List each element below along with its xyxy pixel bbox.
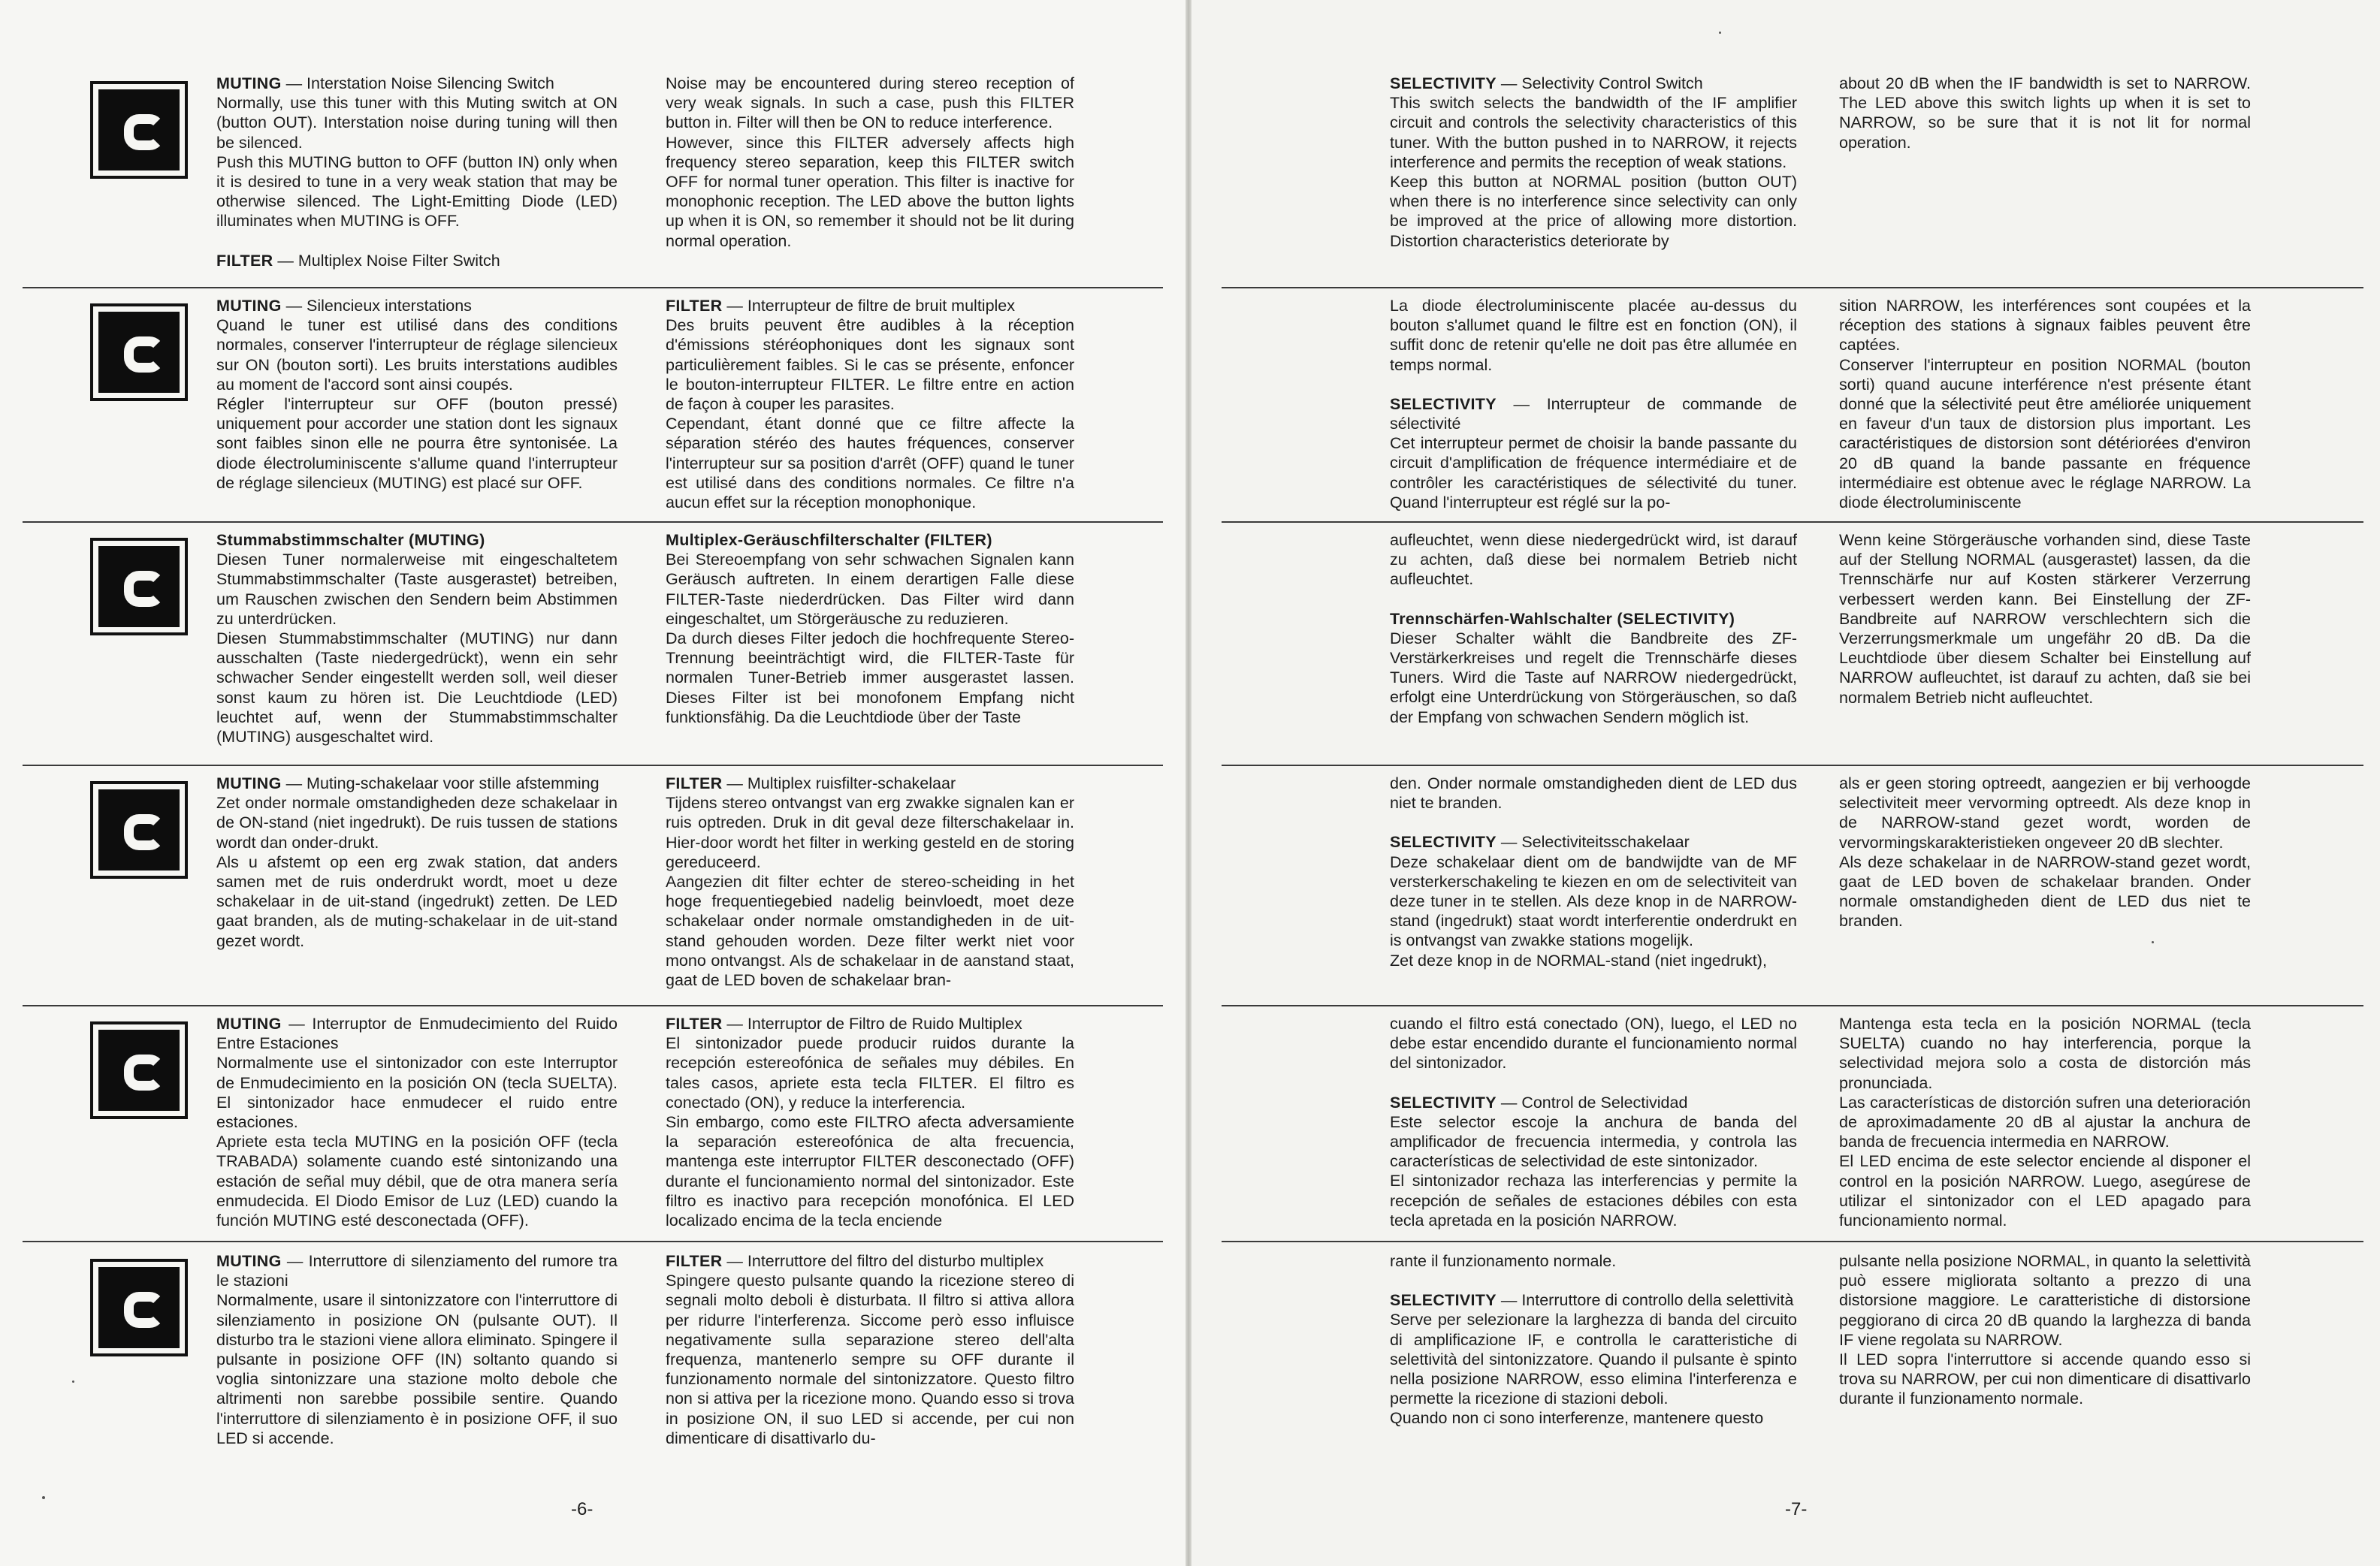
section-heading	[666, 774, 1074, 793]
heading-subtitle: — Interruttore di controllo della selettività	[1496, 1291, 1794, 1310]
body-paragraph: La diode électroluminiscente placée au-dessus du bouton s'allumet quand le filtre est en fonction (ON), il suffit donc de retenir qu'elle ne doit pas être allumée en temps normal.	[1390, 297, 1797, 374]
text-column	[1390, 774, 1797, 1000]
text-column	[1390, 530, 1797, 760]
body-paragraph: Normally, use this tuner with this Muting switch at ON (button OUT). Interstation noise during tuning will then be silenced.	[216, 94, 618, 152]
body-paragraph: El sintonizador rechaza las interferencias y permite la recepción de señales de estaciones débiles con esta tecla apretada en la posición NARROW.	[1390, 1172, 1797, 1230]
body-paragraph: Push this MUTING button to OFF (button IN) only when it is desired to tune in a very weak station that may be otherwise silenced. The Light-Emitting Diode (LED) illuminates when MUTING is OFF.	[216, 152, 618, 231]
section-divider	[1222, 765, 2363, 766]
body-paragraph: Las características de distorción sufren una deterioración de aproximadamente 20 dB al ajustar la anchura de banda de frecuencia intermedia en NARROW.	[1839, 1093, 2251, 1151]
section-divider	[23, 765, 1163, 766]
heading-title: FILTER	[666, 1252, 723, 1270]
heading-title: Multiplex-Geräuschfilterschalter (FILTER)	[666, 531, 992, 549]
heading-subtitle: — Muting-schakelaar voor stille afstemming	[281, 774, 600, 792]
print-speck	[1719, 32, 1721, 34]
c-letter-icon	[90, 538, 188, 635]
c-letter-icon	[90, 303, 188, 401]
body-paragraph: Diesen Tuner normalerweise mit eingeschaltetem Stummabstimmschalter (Taste ausgerastet) betreiben, um Rauschen zwischen den Sendern beim Abstimmen zu unterdrücken.	[216, 551, 618, 628]
heading-title: SELECTIVITY	[1390, 1093, 1497, 1112]
page-number: -6-	[571, 1499, 593, 1519]
body-paragraph: Serve per selezionare la larghezza di banda del circuito di amplificazione IF, e controlla le caratteristiche di selettività del sintonizzatore. Quando il pulsante è spinto nella posizione NARROW, esso elimina l'interferenza e permette la ricezione di stazioni deboli.	[1390, 1311, 1797, 1408]
heading-subtitle: — Interruttore del filtro del disturbo multiplex	[722, 1252, 1044, 1270]
text-column	[666, 1014, 1074, 1236]
heading-subtitle: — Control de Selectividad	[1496, 1093, 1688, 1112]
body-paragraph: However, since this FILTER adversely affects high frequency stereo separation, keep this FILTER switch OFF for normal tuner operation. This filter is inactive for monophonic reception. The LED above the button lights up when it is ON, so remember it should not be lit during normal operation.	[666, 133, 1074, 250]
paragraph-gap	[216, 231, 618, 251]
heading-subtitle: — Multiplex ruisfilter-schakelaar	[722, 774, 956, 792]
body-paragraph: Wenn keine Störgeräusche vorhanden sind, diese Taste auf der Stellung NORMAL (ausgerastet) lassen, da die Trennschärfe nur auf Kosten stärkerer Verzerrung verbessert werden kann. Bei Einstellung der ZF-Bandbreite auf NARROW verschlechtern sich die Verzerrungsmerkmale um ungefähr 20 dB. Da die Leuchtdiode über diesem Schalter bei Einstellung auf NARROW aufleuchtet, ist darauf zu achten, daß sie bei normalem Betrieb nicht aufleuchtet.	[1839, 531, 2251, 707]
text-column	[216, 74, 618, 282]
section-heading	[1390, 832, 1797, 852]
c-icon-glyph	[124, 114, 165, 150]
section-heading	[666, 1251, 1074, 1271]
heading-subtitle: — Selectiviteitsschakelaar	[1496, 833, 1690, 852]
section-divider	[23, 287, 1163, 288]
heading-title: SELECTIVITY	[1390, 1291, 1497, 1310]
heading-title: FILTER	[666, 1015, 723, 1033]
body-paragraph: El LED encima de este selector enciende al disponer el control en la posición NARROW. Luego, asegúrese de utilizar el sintonizador con el LED apagado para funcionamiento normal.	[1839, 1152, 2251, 1230]
print-speck	[2152, 941, 2154, 943]
paragraph-gap	[1390, 375, 1797, 394]
body-paragraph: rante il funzionamento normale.	[1390, 1252, 1617, 1270]
body-paragraph: Als deze schakelaar in de NARROW-stand gezet wordt, gaat de LED boven de schakelaar branden. Onder normale omstandigheden dient de LED dus niet te branden.	[1839, 852, 2251, 931]
c-icon-fill	[98, 89, 180, 170]
section-heading	[666, 296, 1074, 315]
section-divider	[1222, 1005, 2363, 1006]
body-paragraph: Bei Stereoempfang von sehr schwachen Signalen kann Geräusch auftreten. In einem derartigen Falle diese FILTER-Taste niederdrücken. Das Filter wird dann eingeschaltet, um Störgeräusche zu reduzieren.	[666, 551, 1074, 628]
body-paragraph: Zet onder normale omstandigheden deze schakelaar in de ON-stand (niet ingedrukt). De ruis tussen de stations wordt dan onder-drukt.	[216, 794, 618, 852]
section-divider	[1222, 1241, 2363, 1242]
body-paragraph: cuando el filtro está conectado (ON), luego, el LED no debe estar encendido durante el funcionamiento normal del sintonizador.	[1390, 1015, 1797, 1073]
body-paragraph: den. Onder normale omstandigheden dient de LED dus niet te branden.	[1390, 774, 1797, 813]
body-paragraph: Normalmente use el sintonizador con este Interruptor de Enmudecimiento en la posición ON (tecla SUELTA). El sintonizador hace enmudecer el ruido entre estaciones.	[216, 1054, 618, 1132]
section-heading	[1390, 1290, 1797, 1310]
body-paragraph: Cependant, étant donné que ce filtre affecte la séparation stéréo des hautes fréquences, conserver l'interrupteur sur sa position d'arrêt (OFF) quand le tuner est utilisé dans des conditions normales. Ce filtre n'a aucun effet sur la réception monophonique.	[666, 415, 1074, 512]
body-paragraph: El sintonizador puede producir ruidos durante la recepción estereofónica de señales muy débiles. En tales casos, apriete esta tecla FILTER. El filtro es conectado (ON), y reduce la interferencia.	[666, 1034, 1074, 1112]
print-speck	[42, 1496, 45, 1499]
heading-title: MUTING	[216, 297, 282, 315]
paragraph-gap	[1390, 590, 1797, 609]
body-paragraph: Des bruits peuvent être audibles à la réception d'émissions stéréophoniques dont les signaux sont particulièrement faibles. Si le cas se présente, enfoncer le bouton-interrupteur FILTER. Le filtre entre en action de façon à couper les parasites.	[666, 316, 1074, 414]
paragraph-gap	[1390, 1073, 1797, 1093]
body-paragraph: Als u afstemt op een erg zwak station, dat anders samen met de ruis onderdrukt wordt, moet u deze schakelaar in de uit-stand (ingedrukt) zetten. De LED gaat branden, als de muting-schakelaar in de uit-stand gezet wordt.	[216, 852, 618, 950]
text-column	[1390, 1251, 1797, 1483]
page-number: -7-	[1785, 1499, 1808, 1519]
body-paragraph: Da durch dieses Filter jedoch die hochfrequente Stereo-Trennung beeinträchtigt wird, die FILTER-Taste für normalen Tuner-Betrieb immer ausgerastet lassen. Dieses Filter ist bei monofonem Empfang nicht funktionsfähig. Da die Leuchtdiode über der Taste	[666, 629, 1074, 726]
section-divider	[23, 1005, 1163, 1006]
heading-title: Stummabstimmschalter (MUTING)	[216, 531, 485, 549]
heading-subtitle: — Interstation Noise Silencing Switch	[281, 74, 554, 92]
body-paragraph: Apriete esta tecla MUTING en la posición OFF (tecla TRABADA) solamente cuando esté sintonizando una estación de señal muy débil, que de otra manera sería enmudecida. El Diodo Emisor de Luz (LED) cuando la función MUTING esté desconectada (OFF).	[216, 1133, 618, 1230]
c-icon-glyph	[124, 814, 165, 850]
heading-subtitle: — Interrupteur de commande de sélectivité	[1390, 394, 1797, 433]
section-heading	[216, 74, 618, 93]
book-gutter	[1185, 0, 1192, 1566]
text-column	[1839, 296, 2251, 517]
text-column	[1839, 1014, 2251, 1236]
section-heading	[216, 296, 618, 315]
heading-subtitle: — Interruptor de Filtro de Ruido Multiplex	[722, 1015, 1022, 1033]
heading-title: MUTING	[216, 1015, 282, 1033]
heading-subtitle: — Interrupteur de filtre de bruit multiplex	[722, 297, 1016, 315]
c-icon-fill	[98, 1030, 180, 1111]
heading-subtitle: — Interruttore di silenziamento del rumore tra le stazioni	[216, 1252, 618, 1290]
heading-subtitle: — Multiplex Noise Filter Switch	[273, 251, 500, 270]
c-letter-icon	[90, 1021, 188, 1119]
text-column	[666, 74, 1074, 282]
text-column	[666, 530, 1074, 760]
text-column	[666, 1251, 1074, 1483]
text-column	[216, 774, 618, 1000]
section-heading	[216, 1014, 618, 1053]
body-paragraph: Cet interrupteur permet de choisir la bande passante du circuit d'amplification de fréquence intermédiaire et de contrôler les caractéristiques de sélectivité du tuner. Quand l'interrupteur est réglé sur la po-	[1390, 434, 1797, 511]
body-paragraph: Normalmente, usare il sintonizzatore con l'interruttore di silenziamento in posizione ON (pulsante OUT). Il disturbo tra le stazioni viene allora eliminato. Spingere il pulsante in posizione OFF (IN) soltanto quando si voglia sintonizzare una stazione molto debole che altrimenti non sarebbe possibile sentire. Quando l'interruttore di silenziamento è in posizione OFF, il suo LED si accende.	[216, 1291, 618, 1447]
text-column	[216, 530, 618, 760]
manual-page-6	[0, 0, 1185, 1566]
text-column	[216, 296, 618, 517]
section-divider	[23, 521, 1163, 523]
section-heading	[666, 1014, 1074, 1033]
body-paragraph: Keep this button at NORMAL position (button OUT) when there is no interference since selectivity can only be improved at the price of allowing more distortion. Distortion characteristics deteriorate by	[1390, 173, 1797, 250]
body-paragraph: Tijdens stereo ontvangst van erg zwakke signalen kan er ruis optreden. Druk in dit geval deze filterschakelaar in. Hier-door wordt het filter in werking gesteld en de storing gereduceerd.	[666, 794, 1074, 871]
heading-title: MUTING	[216, 74, 282, 92]
section-heading	[1390, 1093, 1797, 1112]
body-paragraph: als er geen storing optreedt, aangezien er bij verhoogde selectiviteit meer vervorming optreedt. Als deze knop in de NARROW-stand gezet wordt, worden de vervormingskarakteristieken ongeveer 20 dB slechter.	[1839, 774, 2251, 852]
section-heading	[1390, 74, 1797, 93]
heading-title: FILTER	[666, 297, 723, 315]
heading-subtitle: — Silencieux interstations	[281, 297, 472, 315]
text-column	[216, 1251, 618, 1483]
text-column	[1390, 74, 1797, 282]
c-letter-icon	[90, 781, 188, 879]
c-icon-glyph	[124, 571, 165, 607]
print-speck	[72, 1380, 74, 1383]
body-paragraph: aufleuchtet, wenn diese niedergedrückt wird, ist darauf zu achten, daß diese bei normalem Betrieb nicht aufleuchtet.	[1390, 531, 1797, 589]
body-paragraph: Mantenga esta tecla en la posición NORMAL (tecla SUELTA) cuando no hay interferencia, porque la selectividad mejora solo a costa de distorción más pronunciada.	[1839, 1015, 2251, 1092]
manual-page-7	[1192, 0, 2380, 1566]
heading-title: Trennschärfen-Wahlschalter (SELECTIVITY)	[1390, 609, 1735, 628]
body-paragraph: Zet deze knop in de NORMAL-stand (niet ingedrukt),	[1390, 951, 1767, 970]
section-divider	[1222, 521, 2363, 523]
heading-title: SELECTIVITY	[1390, 833, 1497, 852]
c-letter-icon	[90, 1259, 188, 1356]
section-heading	[216, 774, 618, 793]
body-paragraph: pulsante nella posizione NORMAL, in quanto la selettività può essere migliorata soltanto a prezzo di una distorsione maggiore. Le caratteristiche di distorsione peggiorano di circa 20 dB quando la larghezza di banda IF viene regolata su NARROW.	[1839, 1252, 2251, 1349]
heading-title: FILTER	[666, 774, 723, 792]
heading-title: MUTING	[216, 1252, 282, 1270]
body-paragraph: Quand le tuner est utilisé dans des conditions normales, conserver l'interrupteur de réglage silencieux sur ON (bouton sorti). Les bruits interstations audibles au moment de l'accord sont ainsi coupés.	[216, 316, 618, 394]
body-paragraph: Deze schakelaar dient om de bandwijdte van de MF versterkerschakeling te kiezen en om de selectiviteit van deze tuner in te stellen. Als deze knop in de NARROW-stand (ingedrukt) staat wordt interferentie onderdrukt en is ontvangst van zwakke stations mogelijk.	[1390, 852, 1797, 950]
heading-title: SELECTIVITY	[1390, 394, 1497, 413]
c-icon-glyph	[124, 336, 165, 373]
body-paragraph: Este selector escoje la anchura de banda del amplificador de frecuencia intermedia, y controla las características de selectividad de este sintonizador.	[1390, 1112, 1797, 1171]
heading-title: SELECTIVITY	[1390, 74, 1497, 92]
section-heading	[216, 251, 618, 270]
text-column	[1839, 774, 2251, 1000]
body-paragraph: Il LED sopra l'interruttore si accende quando esso si trova su NARROW, per cui non dimenticare di disattivarlo durante il funzionamento normale.	[1839, 1350, 2251, 1408]
c-icon-fill	[98, 789, 180, 871]
text-column	[1390, 1014, 1797, 1236]
section-heading	[1390, 394, 1797, 433]
body-paragraph: sition NARROW, les interférences sont coupées et la réception des stations à signaux faibles peuvent être captées.	[1839, 297, 2251, 355]
body-paragraph: Sin embargo, como este FILTRO afecta adversamiente la separación estereofónica de alta frecuencia, mantenga este interruptor FILTER desconectado (OFF) durante el funcionamiento normal del sintonizador. Este filtro es inactivo para recepción monofónica. El LED localizado encima de la tecla enciende	[666, 1113, 1074, 1230]
body-paragraph: Spingere questo pulsante quando la ricezione stereo di segnali molto deboli è disturbata. Il filtro si attiva allora per ridurre l'interferenza. Siccome però esso influisce negativamente sulla separazione stereo dell'alta frequenza, mantenerlo sempre su OFF durante il funzionamento normale del sintonizzatore. Questo filtro non si attiva per la ricezione mono. Quando esso si trova in posizione ON, il suo LED si accende, per cui non dimenticare di disattivarlo du-	[666, 1272, 1074, 1447]
body-paragraph: Dieser Schalter wählt die Bandbreite des ZF-Verstärkerkreises und regelt die Trennschärfe dieses Tuners. Wird die Taste auf NARROW niedergedrückt, erfolgt eine Unterdrückung von Störgeräuschen, so daß der Empfang von schwachen Sendern möglich ist.	[1390, 629, 1797, 726]
heading-title: MUTING	[216, 774, 282, 792]
text-column	[666, 296, 1074, 517]
paragraph-gap	[1390, 813, 1797, 832]
section-divider	[1222, 287, 2363, 288]
paragraph-gap	[1390, 1271, 1797, 1290]
section-divider	[23, 1241, 1163, 1242]
body-paragraph: This switch selects the bandwidth of the IF amplifier circuit and controls the selectivity characteristics of this tuner. With the button pushed in to NARROW, it rejects interference and permits the reception of weak stations.	[1390, 94, 1797, 171]
section-heading	[216, 1251, 618, 1290]
text-column	[666, 774, 1074, 1000]
text-column	[1839, 530, 2251, 760]
heading-subtitle: — Interruptor de Enmudecimiento del Ruido Entre Estaciones	[216, 1015, 618, 1053]
heading-title: FILTER	[216, 251, 273, 270]
c-letter-icon	[90, 81, 188, 179]
c-icon-fill	[98, 546, 180, 627]
c-icon-fill	[98, 312, 180, 393]
c-icon-glyph	[124, 1055, 165, 1091]
c-icon-glyph	[124, 1292, 165, 1328]
body-paragraph: Régler l'interrupteur sur OFF (bouton pressé) uniquement pour accorder une station dont les signaux sont faibles sinon elle ne pourra être syntonisée. La diode électroluminiscente s'allume quand l'interrupteur de réglage silencieux (MUTING) est placé sur OFF.	[216, 395, 618, 492]
c-icon-fill	[98, 1267, 180, 1348]
section-heading	[216, 530, 618, 550]
body-paragraph: about 20 dB when the IF bandwidth is set to NARROW. The LED above this switch lights up when it is set to NARROW, so be sure that it is not lit for normal operation.	[1839, 74, 2251, 152]
body-paragraph: Conserver l'interrupteur en position NORMAL (bouton sorti) quand aucune interférence n'est présente étant donné que la sélectivité peut être améliorée uniquement en faveur d'un taux de distorsion plus important. Les caractéristiques de distorsion sont détériorées d'environ 20 dB quand la bande passante en fréquence intermédiaire est obtenue avec le réglage NARROW. La diode électroluminiscente	[1839, 355, 2251, 512]
section-heading	[666, 530, 1074, 550]
text-column	[1390, 296, 1797, 517]
body-paragraph: Quando non ci sono interferenze, mantenere questo	[1390, 1409, 1764, 1428]
body-paragraph: Aangezien dit filter echter de stereo-scheiding in het hoge frequentiegebied nadelig beinvloedt, moet deze schakelaar onder normale omstandigheden in de uit-stand gehouden worden. Deze filter werkt niet voor mono ontvangst. Als de schakelaar in de aanstand staat, gaat de LED boven de schakelaar bran-	[666, 873, 1074, 990]
body-paragraph: Noise may be encountered during stereo reception of very weak signals. In such a case, push this FILTER button in. Filter will then be ON to reduce interference.	[666, 74, 1074, 132]
text-column	[1839, 1251, 2251, 1483]
text-column	[1839, 74, 2251, 282]
section-heading	[1390, 609, 1797, 629]
heading-subtitle: — Selectivity Control Switch	[1496, 74, 1703, 92]
text-column	[216, 1014, 618, 1236]
body-paragraph: Diesen Stummabstimmschalter (MUTING) nur dann ausschalten (Taste niedergedrückt), wenn ein sehr schwacher Sender eingestellt werden soll, weil dieser sonst kaum zu hören ist. Die Leuchtdiode (LED) leuchtet auf, wenn der Stummabstimmschalter (MUTING) ausgeschaltet wird.	[216, 629, 618, 747]
